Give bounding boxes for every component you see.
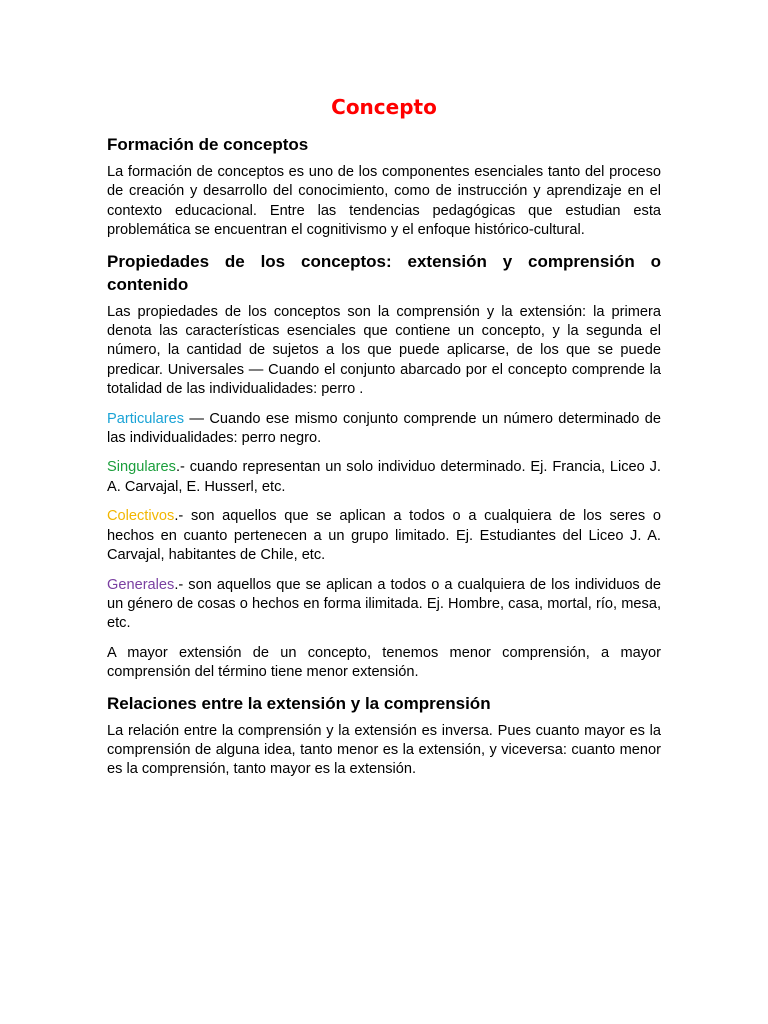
term-colectivos: Colectivos xyxy=(107,508,175,525)
paragraph-extension-comprension: A mayor extensión de un concepto, tenemos menor comprensión, a mayor comprensión del término tiene menor extensión. xyxy=(107,644,661,681)
term-generales: Generales xyxy=(107,576,175,593)
paragraph-singulares xyxy=(107,458,661,497)
paragraph-generales xyxy=(107,576,661,634)
section-heading-propiedades: Propiedades de los conceptos: extensión y comprensión o contenido xyxy=(107,251,661,294)
section-heading-formacion: Formación de conceptos xyxy=(107,135,309,154)
paragraph-colectivos xyxy=(107,507,661,565)
term-particulares: Particulares xyxy=(107,410,185,427)
paragraph-formacion: La formación de conceptos es uno de los componentes esenciales tanto del proceso de creación y desarrollo del conocimiento, como de instrucción y aprendizaje en el contexto educacional. Entre las tendencias pedagógicas que estudian esta problemática se encuentran el cognitivismo y el enfoque histórico-cultural. xyxy=(107,164,661,239)
term-singulares: Singulares xyxy=(107,459,176,476)
paragraph-propiedades-intro: Las propiedades de los conceptos son la comprensión y la extensión: la primera denota las características esenciales que contiene un concepto, y la segunda el número, la cantidad de sujetos a los que puede aplicarse, de los que se puede predicar. Universales — Cuando el conjunto abarcado por el concepto comprende la totalidad de las individualidades: perro . xyxy=(107,303,661,398)
definition-generales: .- son aquellos que se aplican a todos o a cualquiera de los individuos de un género de cosas o hechos en forma ilimitada. Ej. Hombre, casa, mortal, río, mesa, etc. xyxy=(107,576,661,632)
section-heading-relaciones: Relaciones entre la extensión y la comprensión xyxy=(107,693,491,713)
document-page xyxy=(107,0,661,780)
paragraph-relaciones: La relación entre la comprensión y la extensión es inversa. Pues cuanto mayor es la comprensión de alguna idea, tanto menor es la extensión, y viceversa: cuanto menor es la comprensión, tanto mayor es la extensión. xyxy=(107,722,661,778)
paragraph-particulares xyxy=(107,410,661,449)
document-title: Concepto xyxy=(331,95,437,119)
definition-singulares: .- cuando representan un solo individuo determinado. Ej. Francia, Liceo J. A. Carvajal, E. Husserl, etc. xyxy=(107,459,661,495)
definition-particulares: — Cuando ese mismo conjunto comprende un número determinado de las individualidades: perro negro. xyxy=(107,410,661,447)
definition-colectivos: .- son aquellos que se aplican a todos o a cualquiera de los seres o hechos en cuanto pertenecen a un grupo limitado. Ej. Estudiantes del Liceo J. A. Carvajal, habitantes de Chile, etc. xyxy=(107,508,661,564)
